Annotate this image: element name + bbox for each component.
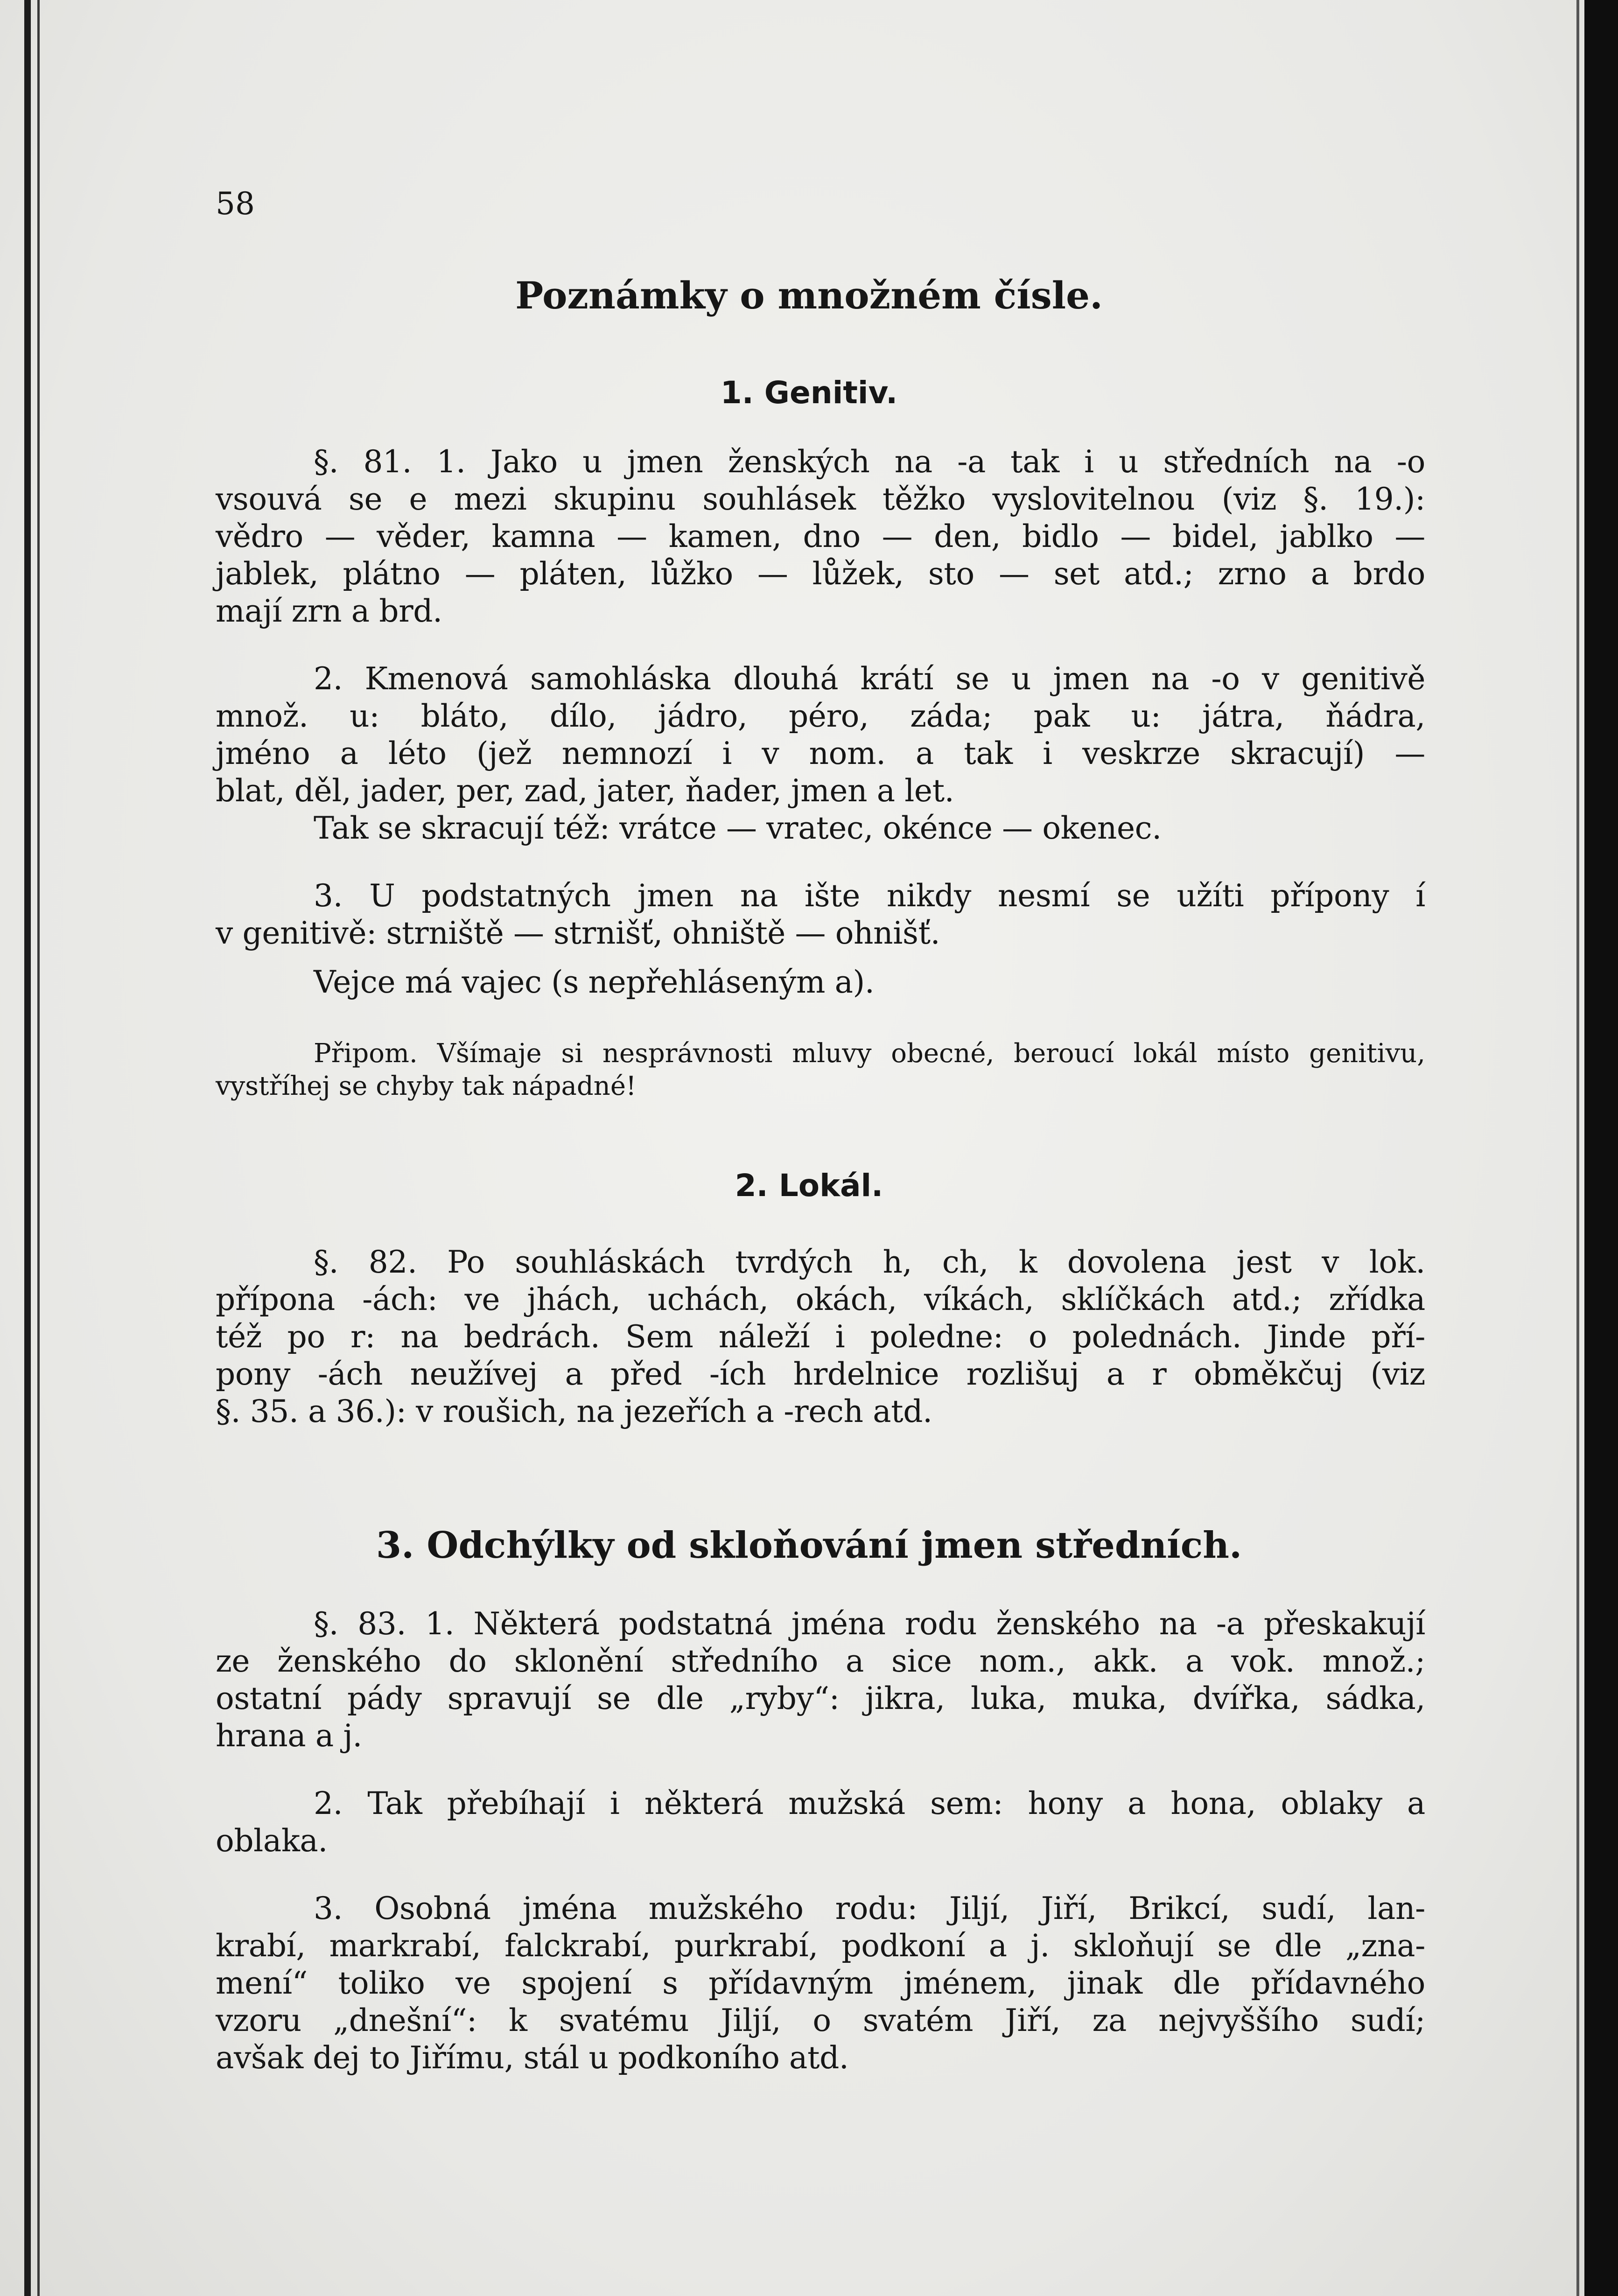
text-line: v genitivě: strniště — strnišť, ohniště — ohnišť. bbox=[216, 915, 940, 951]
scan-edge-left-inner bbox=[37, 0, 40, 2296]
text-line: pony -ách neužívej a před -ích hrdelnice rozlišuj a r obměkčuj (viz bbox=[216, 1356, 1425, 1392]
text-line: 3. U podstatných jmen na ište nikdy nesmí se užíti přípony í bbox=[314, 878, 1425, 914]
text-line: ostatní pády spravují se dle „ryby“: jikra, luka, muka, dvířka, sádka, bbox=[216, 1680, 1425, 1716]
text-line: jablek, plátno — pláten, lůžko — lůžek, sto — set atd.; zrno a brdo bbox=[216, 556, 1425, 592]
text-line: též po r: na bedrách. Sem náleží i poledne: o polednách. Jinde pří- bbox=[216, 1319, 1425, 1355]
text-line: přípona -ách: ve jhách, uchách, okách, víkách, sklíčkách atd.; zřídka bbox=[216, 1281, 1425, 1317]
text-line: vzoru „dnešní“: k svatému Jiljí, o svatém Jiří, za nejvyššího sudí; bbox=[216, 2002, 1425, 2038]
page-title: Poznámky o množném čísle. bbox=[515, 273, 1103, 317]
text-line: 2. Kmenová samohláska dlouhá krátí se u jmen na -o v genitivě bbox=[314, 661, 1425, 697]
text-line: ze ženského do sklonění středního a sice nom., akk. a vok. množ.; bbox=[216, 1643, 1425, 1679]
text-line: Tak se skracují též: vrátce — vratec, okénce — okenec. bbox=[314, 810, 1162, 846]
note-line: Připom. Všímaje si nesprávnosti mluvy obecné, beroucí lokál místo genitivu, bbox=[314, 1038, 1425, 1069]
page-number: 58 bbox=[216, 186, 255, 222]
text-line: §. 81. 1. Jako u jmen ženských na -a tak i u středních na -o bbox=[314, 444, 1425, 480]
text-line: §. 83. 1. Některá podstatná jména rodu ženského na -a přeskakují bbox=[314, 1606, 1425, 1642]
section-heading-lokal: 2. Lokál. bbox=[735, 1168, 883, 1204]
text-line: §. 82. Po souhláskách tvrdých h, ch, k dovolena jest v lok. bbox=[314, 1244, 1425, 1280]
section-heading-genitiv: 1. Genitiv. bbox=[720, 375, 898, 411]
scan-edge-right-inner bbox=[1576, 0, 1579, 2296]
text-line: vsouvá se e mezi skupinu souhlásek těžko vyslovitelnou (viz §. 19.): bbox=[216, 481, 1425, 517]
text-line: množ. u: bláto, dílo, jádro, péro, záda; pak u: játra, ňádra, bbox=[216, 698, 1425, 734]
text-line: §. 35. a 36.): v roušich, na jezeřích a -rech atd. bbox=[216, 1393, 932, 1429]
text-line: hrana a j. bbox=[216, 1718, 363, 1754]
scan-edge-right bbox=[1584, 0, 1618, 2296]
text-line: jméno a léto (jež nemnozí i v nom. a tak i veskrze skracují) — bbox=[216, 735, 1425, 771]
section-heading-odchylky: 3. Odchýlky od skloňování jmen středních. bbox=[376, 1524, 1242, 1567]
text-line: blat, děl, jader, per, zad, jater, ňader, jmen a let. bbox=[216, 773, 954, 809]
text-line: avšak dej to Jiřímu, stál u podkoního atd. bbox=[216, 2040, 849, 2076]
text-line: krabí, markrabí, falckrabí, purkrabí, podkoní a j. skloňují se dle „zna- bbox=[216, 1928, 1425, 1964]
scan-edge-left bbox=[24, 0, 31, 2296]
text-line: mají zrn a brd. bbox=[216, 593, 442, 629]
text-line: Vejce má vajec (s nepřehláseným a). bbox=[314, 964, 875, 1000]
text-line: 3. Osobná jména mužského rodu: Jiljí, Jiří, Brikcí, sudí, lan- bbox=[314, 1890, 1425, 1926]
text-line: 2. Tak přebíhají i některá mužská sem: hony a hona, oblaky a bbox=[314, 1785, 1425, 1821]
text-line: mení“ toliko ve spojení s přídavným jménem, jinak dle přídavného bbox=[216, 1965, 1425, 2001]
note-line: vystříhej se chyby tak nápadné! bbox=[216, 1071, 637, 1101]
text-line: oblaka. bbox=[216, 1823, 328, 1859]
text-line: vědro — věder, kamna — kamen, dno — den, bidlo — bidel, jablko — bbox=[216, 518, 1425, 554]
